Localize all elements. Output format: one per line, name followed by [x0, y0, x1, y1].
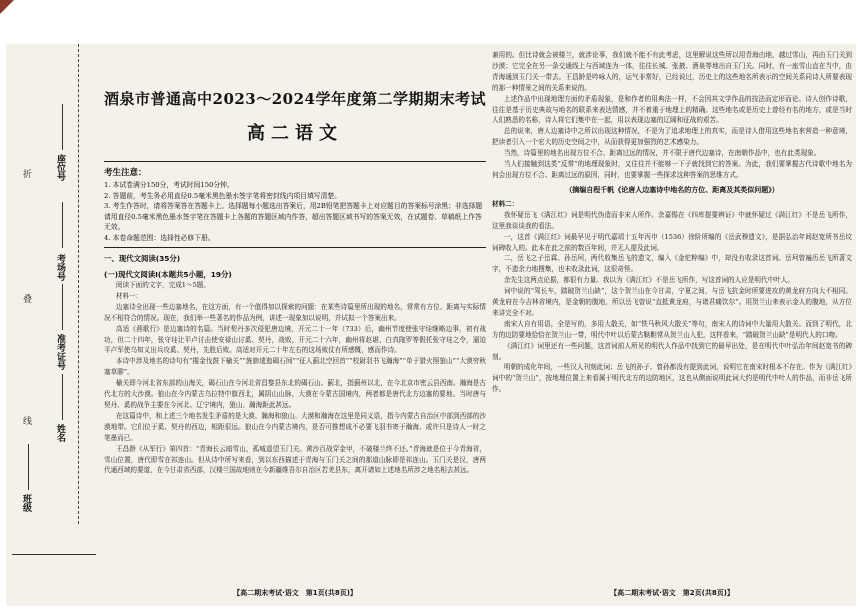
paragraph: 总的说来，唐人边塞诗中之所以出现这种情况，不是为了追求地理上的真实，而是诗人借用这些地名来营造一种意境，把读者引入一个宏大的历史空间之中，从而获得更加强烈的艺术感染力。	[492, 127, 852, 147]
paragraph: 明朝的成化年间，一些汉人刊刻此词；岳飞的孙子、曾孙都没有提到此词，说明它在南宋时根本不存在。作为《满江红》词中的“贺兰山”，按地理位置上来看属于明代北方的边防地区，这也从侧面说明此词大约是明代中叶人的作品，而非岳飞所作。	[492, 363, 852, 394]
material-label: 材料二：	[492, 199, 519, 208]
page-footer: 【高二期末考试·语文 第2页(共8页)】	[610, 589, 734, 597]
notice-item: 1. 本试卷满分150分，考试时间150分钟。	[104, 181, 234, 189]
fold-line	[78, 44, 79, 524]
paragraph: 本诗中涉及地名的诗句有“摐金伐鼓下榆关”“旌旆逶迤碣石间”“征人蓟北空回首”“校尉羽书飞瀚海”“单于猎火照狼山”“大漠穷秋塞草腓”。	[104, 357, 486, 377]
seal-char: 叠	[21, 294, 31, 304]
paragraph: 当人们接触到这类“反常”的地理现象时，又往往并不能够一下子就找到它的答案。为此，我们要掌握古代诗歌中地名为何会出现方位不合、距离过远的原因，同时，也要掌握一些探求这种答案的思维方式。	[492, 160, 852, 179]
reading-text-2	[492, 50, 852, 181]
field-label-name: 姓名	[55, 424, 65, 442]
paragraph: 在这篇诗中，和上述三个地名发生矛盾的是大漠、瀚海和狼山。大漠和瀚海在这里是同义语，指今内蒙古自治区中部到西部的沙漠地带。它们位于奚、契丹的西边，相距很远。狼山在今内蒙古境内，是否可推想成不必要飞羽书寄于瀚海、或许只是诗人一时之笔墨而已。	[104, 411, 486, 442]
binding-margin	[6, 44, 96, 606]
paragraph: 上述作品中出现地理方面的矛盾现象，是和作者的用典法一样，不会因其文学作品的技法而定形而论。诗人创作诗歌，往往是基于历史典故与地名的联系来表达情感，并不着重于地理上的精确。这些地名或是历史上曾经有名的地方，或是当时人们熟悉的名称，诗人将它们集中在一起，用以表现边塞的辽阔和征战的艰苦。	[492, 94, 852, 125]
field-label-room: 考场号	[55, 254, 65, 281]
page-two	[492, 50, 852, 602]
instruction-text: 阅读下面的文字，完成1～5题。	[115, 281, 210, 289]
field-label-seat: 座位号	[55, 154, 65, 181]
notice-item: 3. 考生作答时，请将答案答在答题卡上。选择题每小题选出答案后，用2B铅笔把答题卡上对应题目的答案标号涂黑；非选择题请用直径0.5毫米黑色墨水签字笔在答题卡上各题的答题区域内作答，超出答题区域书写的答案无效，在试题卷、草稿纸上作答无效。	[104, 202, 483, 231]
seal-char: 折	[21, 169, 31, 179]
corner-mark	[0, 0, 14, 14]
exam-sheet	[6, 44, 856, 606]
paragraph: 高适《燕歌行》是边塞诗的名篇。当时契丹多次侵犯唐边境，开元二十一年（733）后，幽州节度使张守珪继略边事，初有战功，但二十四年，张守珪让平卢讨击使安禄山讨奚、契丹，战败，开元二十六年，幽州将赵堪、白真陁罗等假托张守珪之令，逼迫平卢军使乌知义出兵攻奚、契丹，先胜后败。高适对开元二十年左右的这场败仗有所感慨，感而作诗。	[104, 324, 486, 355]
page-one	[104, 50, 486, 602]
seat-number-field[interactable]	[62, 104, 63, 150]
paragraph: 边塞诗全出现一些边塞地名，在这方面，有一个值得加以探索的问题：在某些诗篇里所出现的地名，常常有方位、距离与实际情况不相符合的情况。现在，我们举一些著名的作品为例，讲述一现象加以说明，并试拟一个答案出来。	[104, 302, 486, 322]
paragraph: 我怀疑岳飞《满江红》词是明代伪造而非宋人所作。余嘉锡在《四库提要辨证》中就怀疑过《满江红》不是岳飞所作，这里我谈谈我的看法。	[492, 210, 852, 230]
field-label-ticket: 准考证号	[55, 334, 65, 370]
sub-section-heading: (一)现代文阅读Ⅰ(本题共5小题，19分)	[104, 270, 232, 279]
subject-title: 高二语文	[247, 123, 343, 144]
paragraph: 兼用的。但比诗就会被楼兰，就涉论事，我们就不能不有此考虑，这里解说这些所以用青海由地，越过雪山，再由玉门关到沙漠；它完全在另一条交通线上与西域连为一体，往往长城、张掖、酒泉等地出自玉门关。同时，有一座雪山直在当中，由青海通到玉门关一带去。王昌龄是吟咏人的，运气非常好，已经说过，历史上的这些地名所表示的空间关系同诗人所要表现的那一种情景之间的关系来说的。	[492, 51, 852, 92]
notice-item: 4. 本卷命题范围：选择性必修下册。	[104, 233, 215, 242]
paragraph: 二，岳飞之子岳霖、孙岳珂，两代收集岳飞的遗文，编入《金佗粹编》中，却没有收录这首词。岳珂曾遍历岳飞所著文字，不遗余力地搜集，也未收录此词，这很奇怪。	[492, 254, 852, 274]
paragraph: 余先生这两点论据，都很有力量。我以为《满江红》不是岳飞所作，写这首词的人应是明代中叶人。	[503, 276, 794, 285]
seal-char: 线	[21, 416, 31, 426]
paragraph: 榆关即今河北省东部的山海关，碣石山在今河北省昌黎县东北的碣石山。蓟北，指蓟州以北，在今北京市密云县西南。瀚海是古代北方的大沙漠。狼山在今内蒙古乌拉特中旗西北，属阴山山脉，大漠在今蒙古国境内，两者都是唐代北方边塞的要地。当时唐与契丹、奚的战争主要在今河北、辽宁境内，狼山、瀚海距此甚远。	[104, 379, 486, 409]
paragraph: 当然，诗篇里的地名出现方位不合、距离过远的情况，并不限于唐代边塞诗，在南朝作品中，也有此类现象。	[503, 149, 821, 158]
paragraph: 一，这首《满江红》词最早见于明代嘉靖十五年丙申（1536）徐阶所编的《岳武穆遗文》，是据弘治年间赵宽所书岳坟词碑收入的。此本在此之前的数百年间，并无人提及此词。	[492, 232, 852, 252]
exam-room-field[interactable]	[62, 202, 63, 248]
ticket-number-field[interactable]	[62, 284, 63, 330]
paragraph: 《满江红》词里还有一些问题，这首词前人所见的明代人作品中找到它的最早出处，是在明代中叶弘治年间赵宽书的碑刻。	[492, 341, 852, 361]
section-heading: 一、现代文阅读(35分)	[104, 254, 181, 263]
notice-box	[104, 161, 486, 248]
material-label: 材料一：	[115, 291, 143, 300]
paragraph: 南宋人自有用语，全是写的，多用大散关，如“铁马秋风大散关”等句，南宋人的诗词中大量用大散关。而到了明代，北方的边防要地恰恰在贺兰山一带，明代中叶以后蒙古鞑靼常从贺兰山入犯，这样看来，“踏破贺兰山缺”是明代人的口吻。	[492, 319, 852, 339]
notice-item: 2. 答题前，考生务必用直径0.5毫米黑色墨水签字笔将密封线内项目填写清楚。	[104, 191, 341, 200]
paragraph: 王昌龄《从军行》第四首：“青海长云暗雪山，孤城遥望玉门关。黄沙百战穿金甲，不破楼兰终不还。”青海就是位于今青海省，雪山位置，唐代即雪在祁连山。但从诗中所写来看，到以东西描述于青海与玉门关之间的那道山脉即是祁连山。玉门关是汉，唐两代通西域的要道，在今甘肃省西部，汉楼兰国故地则在今新疆维吾尔自治区若羌县东，离开诸如上述地名所涉之地名相去甚远。	[104, 444, 486, 475]
page-footer: 【高二期末考试·语文 第1页(共8页)】	[233, 589, 357, 597]
binding-rule	[12, 554, 96, 555]
notice-heading: 考生注意：	[104, 168, 147, 178]
reading-text-1	[104, 280, 486, 476]
reading-text-3	[492, 199, 852, 395]
class-field[interactable]	[28, 444, 29, 490]
field-label-class: 班级	[21, 494, 31, 512]
name-field[interactable]	[62, 374, 63, 420]
excerpt-source: （摘编自程千帆《论唐人边塞诗中地名的方位、距离及其类似问题》）	[565, 185, 779, 194]
paragraph: 词中说的“驾长车，踏破贺兰山缺”，这个贺兰山在今甘肃，宁夏之间，与岳飞抗金时所要进攻的黄龙府方向大不相同。黄龙府在今吉林省境内，是金朝的腹地，所以岳飞曾说“直抵黄龙府，与诸君痛饮尔”。用贺兰山来表示金人的腹地，从方位来讲完全不对。	[492, 287, 852, 317]
exam-title: 酒泉市普通高中2023～2024学年度第二学期期末考试	[104, 90, 486, 108]
